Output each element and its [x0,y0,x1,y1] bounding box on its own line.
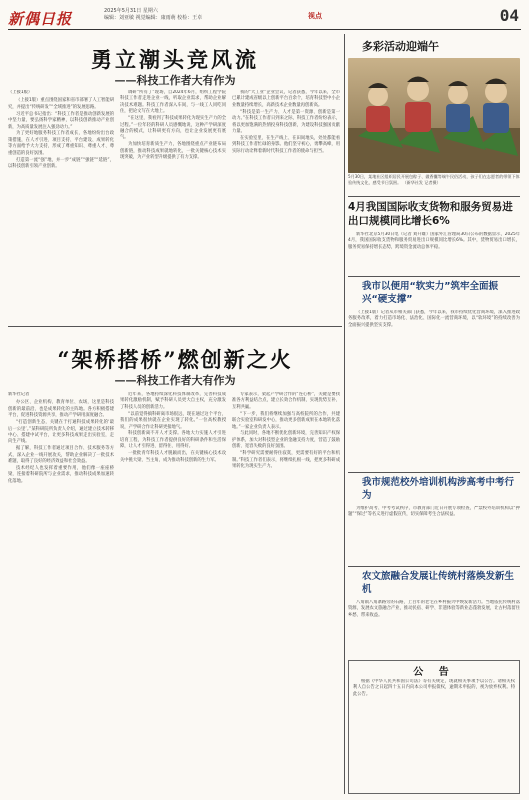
rural-tourism-news-headline: 农文旅融合发展让传统村落焕发新生机 [362,571,515,595]
article2-subtitle-text: 科技工作者大有作为 [136,374,236,387]
article2-headline: “架桥搭桥”燃创新之火 [57,347,293,372]
article2-paragraph: 专家表示，架起产学研合作的“连心桥”，关键是要找准各方利益结合点，建立长效合作机制，实现优势互补、互利共赢。 [232,392,340,410]
festival-photo-illustration [348,58,520,173]
trade-news-body [348,232,520,272]
article2-paragraph: 据了解，科技工作者通过项目合作、技术服务等方式，深入企业一线开展攻关，帮助企业解决了一批技术难题，取得了良好的经济效益和社会效益。 [8,446,114,465]
notice-paragraph: 根据《中华人民共和国公司法》等有关规定，现就相关事项予以公告。请相关权利人自公告之日起四十五日内向本公司申报债权，逾期未申报的，视为放弃权利。特此公告。 [353,679,515,697]
article1-headline: 勇立潮头竞风流 [91,47,259,72]
article1-subheadline [8,72,342,88]
sidebar-divider [348,276,520,277]
notice-title: 公 告 [413,667,455,678]
article2-paragraph: 科技创新离不开人才支撑。各地大力实施人才引进培育工程，为科技工作者提供良好的科研条件和生活保障，让人才引得进、留得住、用得好。 [120,431,226,450]
editor-credits: 编辑：刘亚敏 视觉编辑：康雨萌 校检：王卓 [104,15,203,21]
article2-paragraph: 与此同时，各地不断优化创新环境，完善知识产权保护体系，加大对科技型企业的金融支持力度，营造了鼓励创新、宽容失败的良好氛围。 [232,431,340,450]
issue-date: 2025年5月31日 星期六 [104,8,158,14]
sidebar-divider [348,472,520,473]
article2-column-2 [120,392,226,794]
sidebar-divider [348,566,520,567]
article2-paragraph: 一批批青年科技人才脱颖而出，在关键核心技术攻关中挑大梁、当主角，成为推动科技创新的生力军。 [120,451,226,463]
soft-power-news-headline: 我市以便用“软实力”筑牢全面振兴“硬支撑” [362,281,498,305]
article1-column-2 [120,90,226,318]
article1-paragraph: “在这里，我看到了科技成果转化为现实生产力的全过程。”一位年轻的科研人员感慨地说，这种产学研深度融合的模式，让科研更有方向，也让企业发展更有底气。 [120,116,226,141]
article1-paragraph: （上接1版）重点围绕国家和省市部署了人工智能研究，并提出“传统研发”“全域推进”的发展思路。 [8,98,114,110]
column-divider [344,34,345,794]
photo-caption: 5月30日，某地社区组织居民开展包粽子、做香囊等端午民俗活动，孩子们在志愿者的带领下体验传统文化，感受节日氛围。 （新华社发 记者摄） [348,174,520,185]
article1-subtitle-text: 科技工作者大有作为 [136,74,236,87]
article2-paragraph: “下一步，我们将继续加强与高校院所的合作，共建联合实验室和研发中心，推动更多创新成果在本地转化落地。”一家企业负责人表示。 [232,411,340,430]
soft-power-news-body [348,310,520,470]
tutoring-news-headline: 我市规范校外培训机构涉高考中考行为 [362,477,515,501]
article2-paragraph: 技术经纪人也发挥着重要作用，他们像一座座桥梁，连接着科研院所与企业需求，推动科技成果加速转化落地。 [8,465,114,484]
rural-tourism-news-paragraph: 八角镇八角寨路旁的石路，上百年的老宅在乡村振兴中焕发新活力。当地依托传统村落资源，发展农文旅融合产业，推动民宿、研学、非遗体验等新业态蓬勃发展，让古村落留住乡愁、带来收益。 [348,600,520,618]
issue-meta [104,8,324,22]
dragon-boat-festival-photo [348,58,520,173]
article2-subheadline [8,372,342,388]
trade-news-headline: 4月我国国际收支货物和服务贸易进出口规模同比增长6% [348,201,513,227]
article1-paragraph: 我的“大工业”企业会议，记者获悉，今年以来，全市已累计建成省级以上创新平台百余个，培育科技型中小企业数量持续增长，高新技术企业数量再创新高。 [232,90,340,108]
notice-body [353,679,515,791]
article1-paragraph: “科技是第一生产力、人才是第一资源、创新是第一动力。”在科技工作者日到来之际，科技工作者纷纷表示，将以更加饱满的热情投身科技创新，为建设科技强国贡献力量。 [232,109,340,134]
sidebar-divider [348,196,520,197]
article2-byline: 新华社记者 [8,392,30,397]
article1-column-1 [8,90,114,318]
trade-news-paragraph: 新华社北京5月30日电（记者 刘开雄）国家外汇管理局30日公布的数据显示，2025年4月，我国国际收支货物和服务贸易进出口规模同比增长6%。其中，货物贸易出口增长，服务贸易保持增长态势，跨境资金流动总体平稳。 [348,232,520,250]
article2-paragraph: 近年来，各地持续深化科技体制改革，完善科技成果转化激励机制，赋予科研人员更大自主权，充分激发了科技人员的创新活力。 [120,392,226,410]
article2-paragraph: 办公区、企业机构、教育单位、农场，这里是科技创新的最前沿，也是成果转化的主阵地。各方积极搭建平台，促进科技资源共享，推动产学研用深度融合。 [8,400,114,419]
article2-paragraph: “科学研究需要耐得住寂寞，更需要有好的平台和机制。”科技工作者们表示，将继续扎根一线，把更多科研成果转化为现实生产力。 [232,451,340,469]
public-notice-box [348,660,520,794]
article-divider [8,326,342,327]
masthead [8,6,521,30]
rural-tourism-news-body [348,600,520,656]
article2-column-1 [8,392,114,794]
newspaper-logo: 新偶日报 [8,10,73,28]
article1-paragraph: 为加快培育新质生产力，各地围绕重点产业链布局创新链，推动科技成果就地转化，一批关键核心技术实现突破，为产业转型升级提供了有力支撑。 [120,142,226,161]
article1-byline: （上接1版） [8,90,33,95]
article1-paragraph: 习近平总书记指出：“科技工作者是推动创新发展的中坚力量，要弘扬科学家精神，以科技创新推动产业创新，为高质量发展注入强劲动力。” [8,111,114,130]
tutoring-news-paragraph: 为维护高考、中考考试秩序，市教育部门近日开展专项检查，严禁校外培训机构以“押题”“保过”等名义进行虚假宣传，切实保障考生合法权益。 [348,506,520,518]
soft-power-news-paragraph: （上接1版）记者从市相关部门获悉，今年以来，我市持续优化营商环境，深入推进政务服务改革，着力打造市场化、法治化、国际化一流营商环境，以“软环境”的持续改善为全面振兴提供坚实支撑。 [348,310,520,328]
article1-paragraph: 在实验室里、在生产线上、在田间地头，处处都能看到科技工作者忙碌的身影。他们坚守初心，勇攀高峰，用实际行动诠释着新时代科技工作者的使命与担当。 [232,135,340,154]
article2-paragraph: “以前觉得搞科研离市场很远，现在通过这个平台，我们的成果很快就在企业实现了转化。”一位高校教授说，产学研合作让科研更接地气。 [120,411,226,430]
section-label: 视点 [308,12,322,20]
article1-column-3 [232,90,340,318]
article1-paragraph: 调研“所有了”现场，自2024年6月，组织工程学院科技工作者走进企业一线，听取企业需求，帮助企业解决技术难题。科技工作者深入车间，与一线工人同吃同住，把论文写在大地上。 [120,90,226,115]
photo-story-title: 多彩活动迎端午 [362,40,439,53]
article1-paragraph: 打造第一流“强”地，并一步“成链”“强链”“延链”，以科技创新引领产业创新。 [8,157,114,169]
tutoring-news-body [348,506,520,562]
article1-paragraph: 为了更好地服务科技工作者成长，各地纷纷出台政策措施，在人才引进、项目支持、平台建设、成果转化等方面给予大力支持，形成了尊重知识、尊重人才、尊重创造的良好氛围。 [8,131,114,156]
article2-paragraph: “打造创新生态，关键在于打通科技成果转化的‘最后一公里’。”某科研院所负责人介绍，通过建立技术转移中心、搭建中试平台，让更多科技成果走出实验室，走向生产线。 [8,420,114,445]
article2-column-3 [232,392,340,794]
page-number: 04 [499,6,519,25]
